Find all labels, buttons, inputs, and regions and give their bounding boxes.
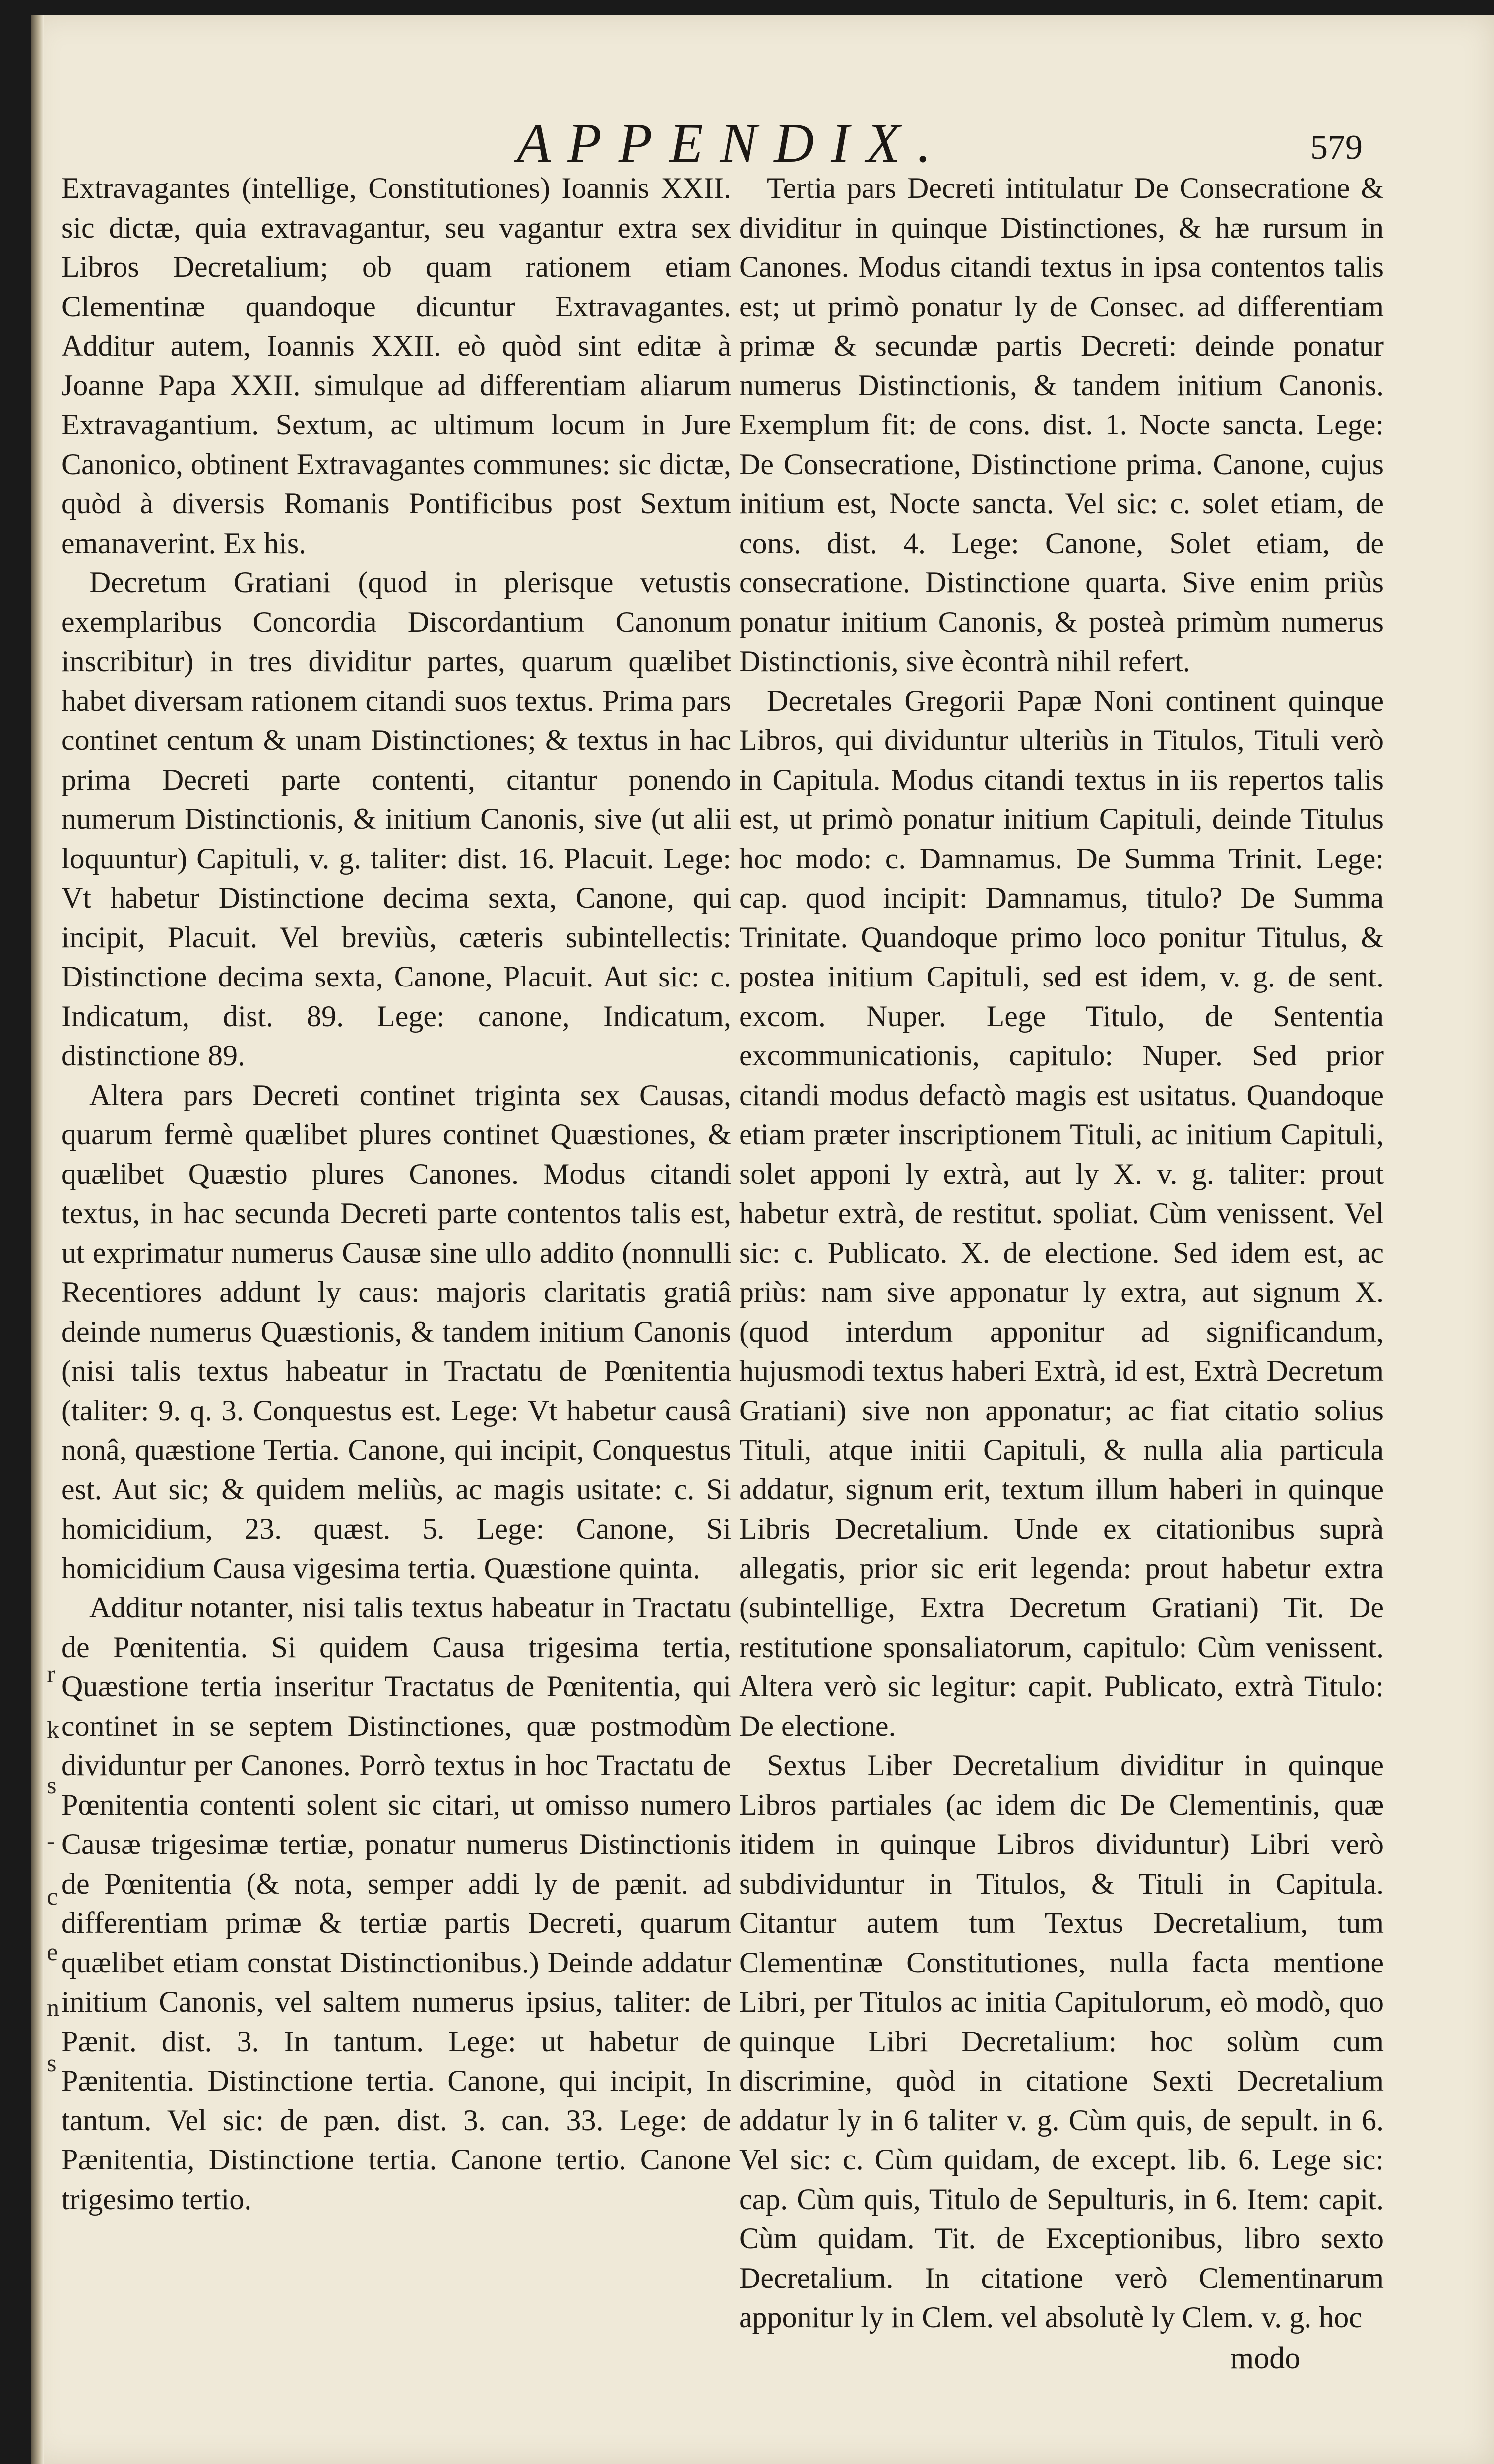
paragraph: Altera pars Decreti continet triginta sex Causas, quarum fermè quælibet plures continet Quæstiones, & quælibet Quæstio plures Canones. Modus citandi textus, in hac secunda Decreti parte contentos talis est, ut exprimatur numerus Causæ sine ullo addito (nonnulli Recentiores addunt ly caus: majoris claritatis gratiâ deinde numerus Quæstionis, & tandem initium Canonis (nisi talis textus habeatur in Tractatu de Pœnitentia (taliter: 9. q. 3. Conquestus est. Lege: Vt habetur causâ nonâ, quæstione Tertia. Canone, qui incipit, Conquestus est. Aut sic; & quidem meliùs, ac magis usitate: c. Si homicidium, 23. quæst. 5. Lege: Canone, Si homicidium Causa vigesima tertia. Quæstione quinta. <box>62 1078 731 1585</box>
margin-fragment: n <box>47 1993 59 2021</box>
book-page <box>31 15 1494 2464</box>
paragraph: Extravagantes (intellige, Constitutiones) Ioannis XXII. sic dictæ, quia extravagantur, seu vagantur extra sex Libros Decretalium; ob quam rationem etiam Clementinæ quandoque dicuntur Extravagantes. Additur autem, Ioannis XXII. eò quòd sint editæ à Joanne Papa XXII. simulque ad differentiam aliarum Extravagantium. Sextum, ac ultimum locum in Jure Canonico, obtinent Extravagantes communes: sic dictæ, quòd à diversis Romanis Pontificibus post Sextum emanaverint. Ex his. <box>62 172 731 559</box>
margin-fragment: k <box>47 1716 59 1743</box>
paragraph: Additur notanter, nisi talis textus habeatur in Tractatu de Pœnitentia. Si quidem Causa trigesima tertia, Quæstione tertia inseritur Tractatus de Pœnitentia, qui continet in se septem Distinctiones, quæ postmodùm dividuntur per Canones. Porrò textus in hoc Tractatu de Pœnitentia contenti solent sic citari, ut omisso numero Causæ trigesimæ tertiæ, ponatur numerus Distinctionis de Pœnitentia (& nota, semper addi ly de pænit. ad differentiam primæ & tertiæ partis Decreti, quarum quælibet etiam constat Distinctionibus.) Deinde addatur initium Canonis, vel saltem numerus ipsius, taliter: de Pænit. dist. 3. In tantum. Lege: ut habetur de Pænitentia. Distinctione tertia. Canone, qui incipit, In tantum. Vel sic: de pæn. dist. 3. can. 33. Lege: de Pænitentia, Distinctione tertia. Canone tertio. Canone trigesimo tertio. <box>62 1591 731 2216</box>
catchword: modo <box>1230 2341 1301 2375</box>
right-column <box>739 169 1384 2338</box>
margin-fragment: c <box>47 1882 58 1910</box>
margin-fragment: s <box>47 2049 57 2077</box>
running-head: APPENDIX. <box>517 113 948 174</box>
page-number: 579 <box>1310 128 1363 167</box>
margin-fragment: e <box>47 1938 58 1966</box>
paragraph: Decretum Gratiani (quod in plerisque vetustis exemplaribus Concordia Discordantium Canonum inscribitur) in tres dividitur partes, quarum quælibet habet diversam rationem citandi suos textus. Prima pars continet centum & unam Distinctiones; & textus in hac prima Decreti parte contenti, citantur ponendo numerum Distinctionis, & initium Canonis, sive (ut alii loquuntur) Capituli, v. g. taliter: dist. 16. Placuit. Lege: Vt habetur Distinctione decima sexta, Canone, qui incipit, Placuit. Vel breviùs, cæteris subintellectis: Distinctione decima sexta, Canone, Placuit. Aut sic: c. Indicatum, dist. 89. Lege: canone, Indicatum, distinctione 89. <box>62 566 731 1072</box>
paragraph: Decretales Gregorii Papæ Noni continent quinque Libros, qui dividuntur ulteriùs in Titulos, Tituli verò in Capitula. Modus citandi textus in iis repertos talis est, ut primò ponatur initium Capituli, deinde Titulus hoc modo: c. Damnamus. De Summa Trinit. Lege: cap. quod incipit: Damnamus, titulo? De Summa Trinitate. Quandoque primo loco ponitur Titulus, & postea initium Capituli, sed est idem, v. g. de sent. excom. Nuper. Lege Titulo, de Sententia excommunicationis, capitulo: Nuper. Sed prior citandi modus defactò magis est usitatus. Quandoque etiam præter inscriptionem Tituli, ac initium Capituli, solet apponi ly extrà, aut ly X. v. g. taliter: prout habetur extrà, de restitut. spoliat. Cùm venissent. Vel sic: c. Publicato. X. de electione. Sed idem est, ac priùs: nam sive apponatur ly extra, aut signum X. (quod interdum apponitur ad significandum, hujusmodi textus haberi Extrà, id est, Extrà Decretum Gratiani) sive non apponatur; ac fiat citatio solius Tituli, atque initii Capituli, & nulla alia particula addatur, signum erit, textum illum haberi in quinque Libris Decretalium. Unde ex citationibus suprà allegatis, prior sic erit legenda: prout habetur extra (subintellige, Extra Decretum Gratiani) Tit. De restitutione sponsaliatorum, capitulo: Cùm venissent. Altera verò sic legitur: capit. Publicato, extrà Titulo: De electione. <box>739 684 1384 1742</box>
paragraph: Sextus Liber Decretalium dividitur in quinque Libros partiales (ac idem dic De Clementinis, quæ itidem in quinque Libros dividuntur) Libri verò subdividuntur in Titulos, & Tituli in Capitula. Citantur autem tum Textus Decretalium, tum Clementinæ Constitutiones, nulla facta mentione Libri, per Titulos ac initia Capitulorum, eò modò, quo quinque Libri Decretalium: hoc solùm cum discrimine, quòd in citatione Sexti Decretalium addatur ly in 6 taliter v. g. Cùm quis, de sepult. in 6. Vel sic: c. Cùm quidam, de except. lib. 6. Lege sic: cap. Cùm quis, Titulo de Sepulturis, in 6. Item: capit. Cùm quidam. Tit. de Exceptionibus, libro sexto Decretalium. In citatione verò Clementinarum apponitur ly in Clem. vel absolutè ly Clem. v. g. hoc <box>739 1749 1384 2334</box>
margin-fragment: s <box>47 1771 57 1799</box>
margin-fragment: r <box>47 1660 55 1688</box>
paragraph: Tertia pars Decreti intitulatur De Consecratione & dividitur in quinque Distinctiones, & hæ rursum in Canones. Modus citandi textus in ipsa contentos talis est; ut primò ponatur ly de Consec. ad differentiam primæ & secundæ partis Decreti: deinde ponatur numerus Distinctionis, & tandem initium Canonis. Exemplum fit: de cons. dist. 1. Nocte sancta. Lege: De Consecratione, Distinctione prima. Canone, cujus initium est, Nocte sancta. Vel sic: c. solet etiam, de cons. dist. 4. Lege: Canone, Solet etiam, de consecratione. Distinctione quarta. Sive enim priùs ponatur initium Canonis, & posteà primùm numerus Distinctionis, sive ècontrà nihil refert. <box>739 172 1384 678</box>
binding-gutter <box>31 15 44 2464</box>
left-column <box>62 169 731 2219</box>
margin-fragment: - <box>47 1827 55 1854</box>
